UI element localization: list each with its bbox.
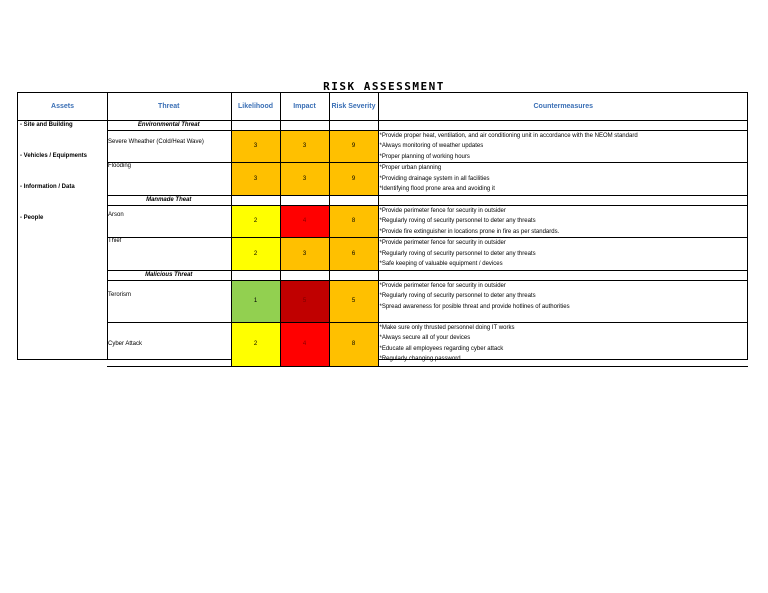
- threat-cell: Flooding: [107, 163, 231, 196]
- assets-header: Assets: [18, 93, 107, 121]
- category-row: [107, 195, 748, 205]
- likelihood-cell: 2: [231, 322, 280, 366]
- table-row: [107, 205, 748, 238]
- asset-item-information: - Information / Data: [20, 184, 75, 190]
- impact-cell: 4: [280, 322, 329, 366]
- likelihood-header: Likelihood: [231, 93, 280, 120]
- asset-item-people: - People: [20, 215, 44, 221]
- likelihood-cell: 1: [231, 280, 280, 322]
- countermeasures-cell: *Proper urban planning *Providing drainage system in all facilities *Identifying flood prone area and avoiding it: [378, 163, 748, 196]
- category-environmental: Environmental Threat: [107, 120, 231, 130]
- likelihood-cell: 3: [231, 163, 280, 196]
- severity-cell: 8: [329, 322, 378, 366]
- table-row: [107, 238, 748, 271]
- category-malicious: Malicious Threat: [107, 270, 231, 280]
- category-row: [107, 120, 748, 130]
- category-row: [107, 270, 748, 280]
- countermeasures-cell: *Provide perimeter fence for security in outsider *Regularly roving of security personnel to deter any threats *Safe keeping of valuable equipment / devices: [378, 238, 748, 271]
- impact-cell: 3: [280, 238, 329, 271]
- table-header-row: [107, 93, 748, 120]
- severity-cell: 6: [329, 238, 378, 271]
- severity-cell: 9: [329, 163, 378, 196]
- page-title: RISK ASSESSMENT: [323, 80, 445, 93]
- asset-item-site: - Site and Building: [20, 122, 73, 128]
- threat-cell: Severe Wheather (Cold/Heat Wave): [107, 130, 231, 163]
- impact-header: Impact: [280, 93, 329, 120]
- countermeasures-cell: *Make sure only thrusted personnel doing IT works *Always secure all of your devices *Educate all employees regarding cyber attack *Regularly changing password: [378, 322, 748, 366]
- severity-header: Risk Severity: [329, 93, 378, 120]
- impact-cell: 3: [280, 163, 329, 196]
- risk-assessment-sheet: [17, 92, 748, 360]
- likelihood-cell: 3: [231, 130, 280, 163]
- countermeasures-cell: *Provide proper heat, ventilation, and air conditioning unit in accordance with the NEOM standard *Always monitoring of weather updates *Proper planning of working hours: [378, 130, 748, 163]
- countermeasures-cell: *Provide perimeter fence for security in outsider *Regularly roving of security personnel to deter any threats *Provide fire extinguisher in locations prone in fire as per standards.: [378, 205, 748, 238]
- threat-cell: Terorism: [107, 280, 231, 322]
- severity-cell: 5: [329, 280, 378, 322]
- table-row: [107, 163, 748, 196]
- impact-cell: 4: [280, 205, 329, 238]
- risk-table: [107, 93, 748, 367]
- category-manmade: Manmade Theat: [107, 195, 231, 205]
- severity-cell: 9: [329, 130, 378, 163]
- threat-header: Threat: [107, 93, 231, 120]
- asset-item-vehicles: - Vehicles / Equipments: [20, 153, 88, 159]
- threat-cell: Thief: [107, 238, 231, 271]
- table-row: [107, 280, 748, 322]
- table-row: [107, 130, 748, 163]
- impact-cell: 3: [280, 130, 329, 163]
- likelihood-cell: 2: [231, 205, 280, 238]
- countermeasures-header: Countermeasures: [378, 93, 748, 120]
- likelihood-cell: 2: [231, 238, 280, 271]
- impact-cell: 5: [280, 280, 329, 322]
- countermeasures-cell: *Provide perimeter fence for security in outsider *Regularly roving of security personnel to deter any threats *Spread awareness for posible threat and provide hotlines of authorities: [378, 280, 748, 322]
- threat-cell: Arson: [107, 205, 231, 238]
- table-row: [107, 322, 748, 366]
- severity-cell: 8: [329, 205, 378, 238]
- threat-cell: Cyber Attack: [107, 322, 231, 366]
- assets-column: [18, 93, 108, 359]
